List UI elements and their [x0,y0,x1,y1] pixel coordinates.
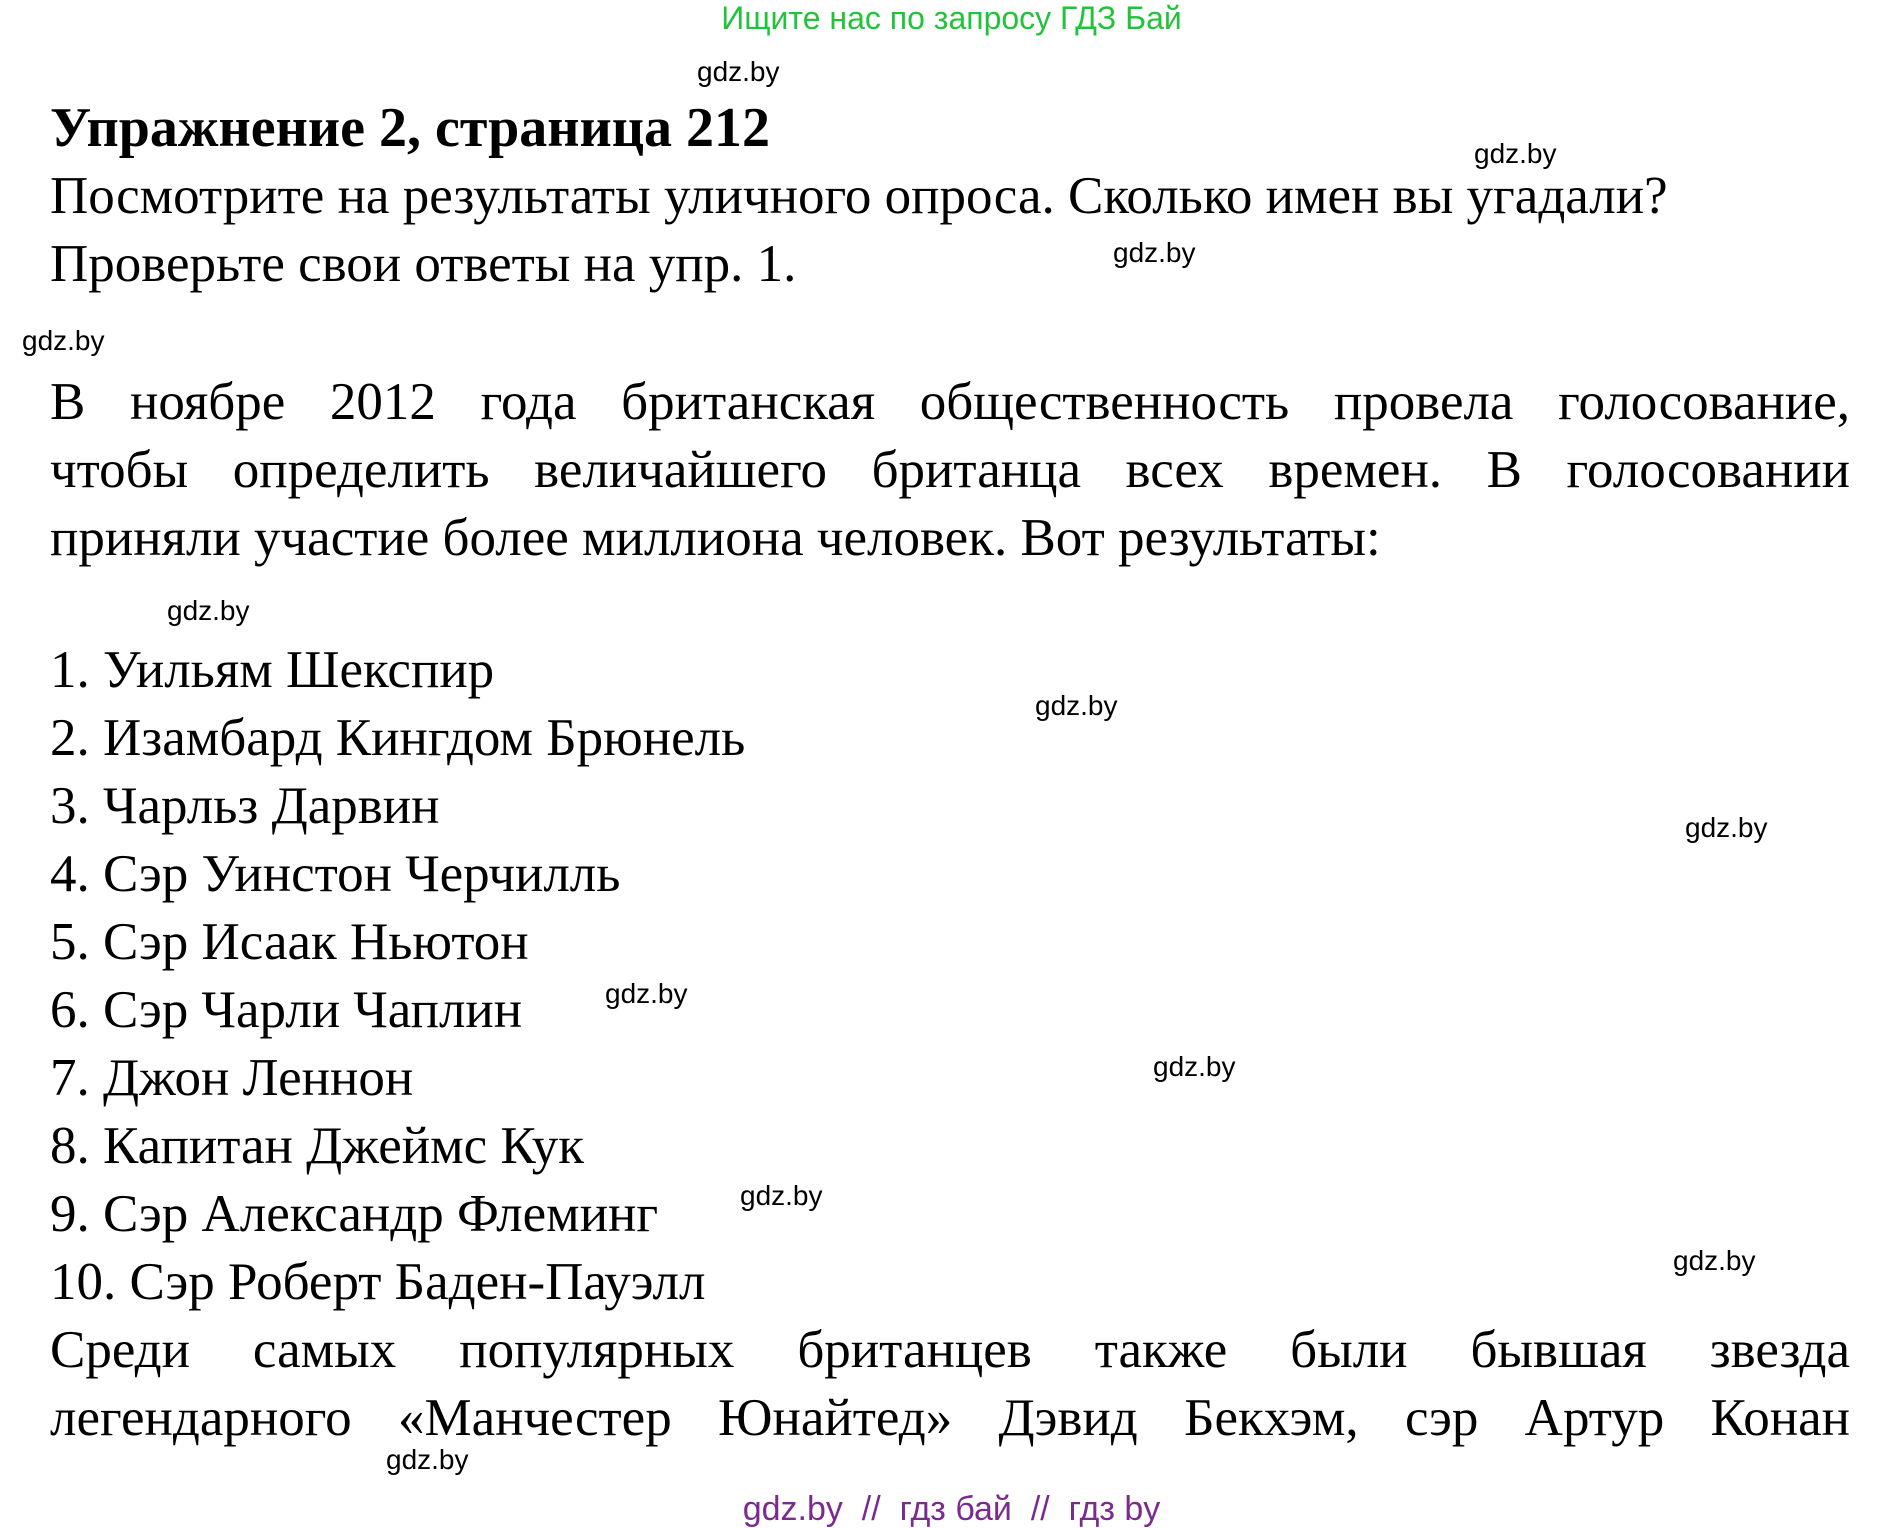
closing-line: Среди самых популярных британцев также были бывшая звезда [50,1321,1850,1379]
top-banner: Ищите нас по запросу ГДЗ Бай [721,0,1182,36]
intro-line: приняли участие более миллиона человек. Вот результаты: [50,509,1381,567]
result-item: 6. Сэр Чарли Чаплин [50,981,523,1039]
exercise-title: Упражнение 2, страница 212 [50,97,771,159]
watermark: gdz.by [1474,138,1557,169]
result-item: 10. Сэр Роберт Баден-Пауэлл [50,1253,706,1311]
watermark: gdz.by [1113,237,1196,268]
result-item: 3. Чарльз Дарвин [50,777,440,835]
result-item: 8. Капитан Джеймс Кук [50,1117,585,1175]
result-item: 9. Сэр Александр Флеминг [50,1185,659,1243]
instruction-line: Проверьте свои ответы на упр. 1. [50,235,797,293]
closing-line: легендарного «Манчестер Юнайтед» Дэвид Бекхэм, сэр Артур Конан [50,1389,1850,1447]
result-item: 2. Изамбард Кингдом Брюнель [50,709,746,767]
result-item: 4. Сэр Уинстон Черчилль [50,845,621,903]
watermark: gdz.by [22,325,105,356]
intro-line: чтобы определить величайшего британца всех времен. В голосовании [50,441,1850,499]
watermark: gdz.by [1153,1051,1236,1082]
result-item: 7. Джон Леннон [50,1049,414,1107]
watermark: gdz.by [1673,1245,1756,1276]
watermark: gdz.by [386,1444,469,1475]
watermark: gdz.by [697,56,780,87]
result-item: 1. Уильям Шекспир [50,641,495,699]
watermark: gdz.by [605,978,688,1009]
watermark: gdz.by [740,1180,823,1211]
watermark: gdz.by [1035,690,1118,721]
watermark: gdz.by [167,595,250,626]
result-item: 5. Сэр Исаак Ньютон [50,913,529,971]
intro-line: В ноябре 2012 года британская общественность провела голосование, [50,373,1850,431]
watermark: gdz.by [1685,812,1768,843]
instruction-line: Посмотрите на результаты уличного опроса. Сколько имен вы угадали? [50,167,1668,225]
footer-links: gdz.by // гдз бай // гдз by [742,1490,1161,1528]
